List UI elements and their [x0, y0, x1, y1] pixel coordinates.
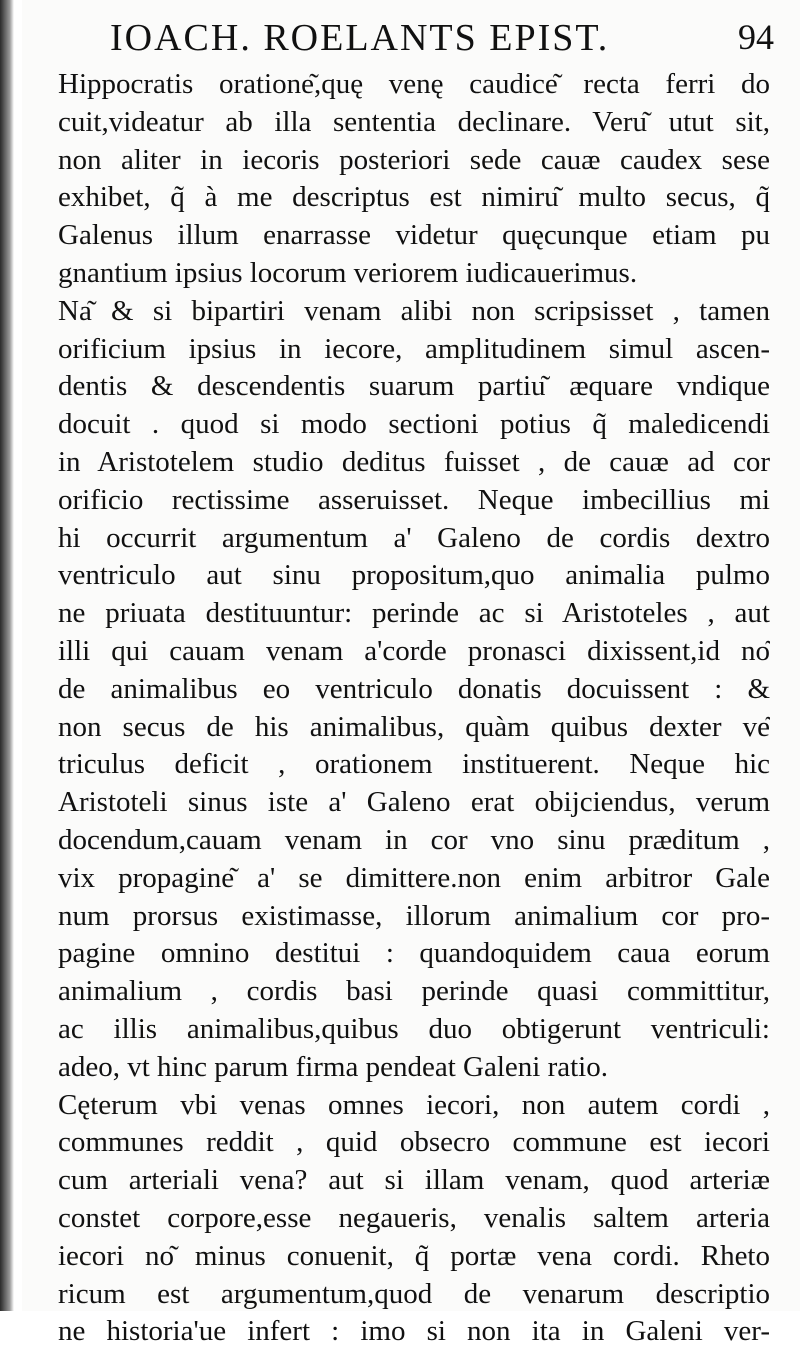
- text-line: hi occurrit argumentum a' Galeno de cordis dextro: [58, 521, 770, 554]
- text-line: animalium , cordis basi perinde quasi committitur,: [58, 975, 770, 1008]
- text-line: ne priuata destituuntur: perinde ac si Aristoteles , aut: [58, 597, 770, 630]
- text-line: cum arteriali vena? aut si illam venam, quod arteriæ: [58, 1164, 770, 1197]
- text-line: orificium ipsius in iecore, amplitudinem simul ascen-: [58, 332, 770, 365]
- running-head: [62, 14, 774, 66]
- text-line: constet corpore,esse negaueris, venalis saltem arteria: [58, 1201, 770, 1234]
- text-line: cuit,videatur ab illa sententia declinare. Veru͂ utut sit,: [58, 105, 770, 138]
- running-head-title: IOACH. ROELANTS EPIST.: [110, 17, 610, 59]
- text-line: docendum,cauam venam in cor vno sinu præditum ,: [58, 823, 770, 856]
- text-line: de animalibus eo ventriculo donatis docuissent : &: [58, 672, 770, 705]
- text-line: communes reddit , quid obsecro commune est iecori: [58, 1126, 770, 1159]
- text-line: gnantium ipsius locorum veriorem iudicauerimus.: [58, 256, 638, 289]
- text-line: triculus deficit , orationem instituerent. Neque hic: [58, 748, 770, 781]
- text-line: Aristoteli sinus iste a' Galeno erat obijciendus, verum: [58, 786, 770, 819]
- text-line: Na͂ & si bipartiri venam alibi non scripsisset , tamen: [58, 294, 770, 327]
- page-number: 94: [738, 17, 774, 57]
- text-line: exhibet, q̃ à me descriptus est nimiru͂ multo secus, q̃: [58, 181, 770, 214]
- text-line: dentis & descendentis suarum partiu͂ æquare vndique: [58, 370, 770, 403]
- text-line: non secus de his animalibus, quàm quibus dexter ve͂: [58, 710, 770, 743]
- text-line: vix propagine͂ a' se dimittere.non enim arbitror Gale: [58, 861, 770, 894]
- text-line: ricum est argumentum,quod de venarum descriptio: [58, 1277, 770, 1310]
- text-line: Galenus illum enarrasse videtur quęcunque etiam pu: [58, 219, 770, 252]
- text-line: docuit . quod si modo sectioni potius q̃ maledicendi: [58, 408, 770, 441]
- text-line: orificio rectissime asseruisset. Neque imbecillius mi: [58, 483, 770, 516]
- text-line: ac illis animalibus,quibus duo obtigerunt ventriculi:: [58, 1012, 770, 1045]
- text-line: iecori no͂ minus conuenit, q̃ portæ vena cordi. Rheto: [58, 1239, 770, 1272]
- text-line: illi qui cauam venam a'corde pronasci dixissent,id no͂: [58, 634, 770, 667]
- text-line: num prorsus existimasse, illorum animalium cor pro-: [58, 899, 770, 932]
- text-line: pagine omnino destitui : quandoquidem caua eorum: [58, 937, 770, 970]
- text-line: in Aristotelem studio deditus fuisset , de cauæ ad cor: [58, 445, 770, 478]
- body-text: [58, 66, 770, 1351]
- text-line: non aliter in iecoris posteriori sede cauæ caudex sese: [58, 143, 770, 176]
- text-line: Hippocratis oratione͂,quę venę caudice͂ recta ferri do: [58, 68, 770, 100]
- text-line: ventriculo aut sinu propositum,quo animalia pulmo: [58, 559, 770, 592]
- text-line: adeo, vt hinc parum firma pendeat Galeni ratio.: [58, 1050, 608, 1083]
- text-line: ne historia'ue infert : imo si non ita in Galeni ver-: [58, 1315, 770, 1348]
- page-edge-shadow: [0, 0, 14, 1311]
- text-line: Cęterum vbi venas omnes iecori, non autem cordi ,: [58, 1088, 770, 1121]
